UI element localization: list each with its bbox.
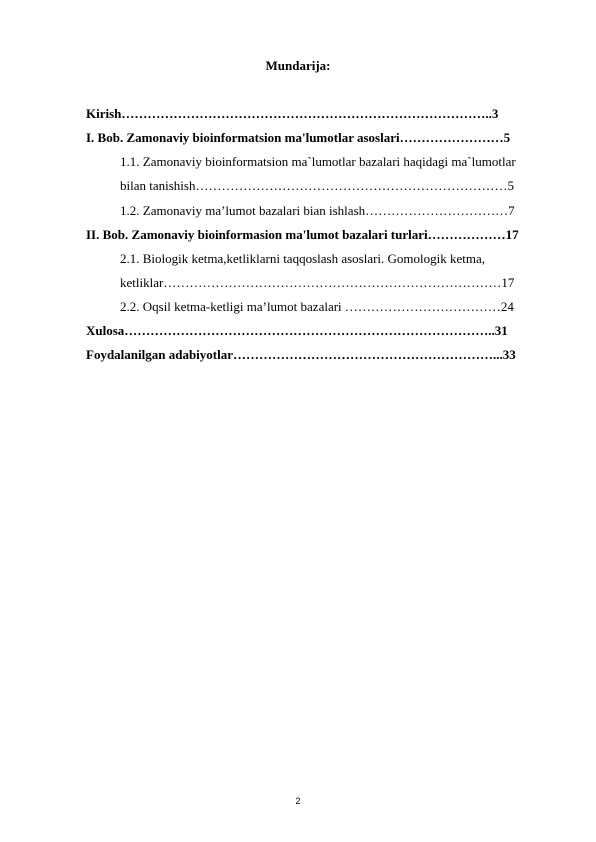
page-title: Mundarija: xyxy=(265,58,331,73)
toc-entry-section-1-1-cont: bilan tanishish………………………………………………………………5 xyxy=(120,178,514,193)
toc-entry-conclusion: Xulosa…………………………………………………………………………..31 xyxy=(86,323,508,338)
toc-entry-section-2-1-cont: ketliklar……………………………………………………………………17 xyxy=(120,275,515,290)
toc-entry-chapter-2: II. Bob. Zamonaviy bioinformasion ma'lumot bazalari turlari………………17 xyxy=(86,227,519,242)
toc-entry-section-1-1: 1.1. Zamonaviy bioinformatsion ma`lumotlar bazalari haqidagi ma`lumotlar xyxy=(120,154,516,169)
toc-entry-section-2-1: 2.1. Biologik ketma,ketliklarni taqqoslash asoslari. Gomologik ketma, xyxy=(120,251,486,266)
toc-entry-chapter-1: I. Bob. Zamonaviy bioinformatsion ma'lumotlar asoslari……………………5 xyxy=(86,130,511,145)
toc-entry-intro: Kirish…………………………………………………………………………..3 xyxy=(86,106,499,121)
toc-entry-section-2-2: 2.2. Oqsil ketma-ketligi ma’lumot bazalari ………………………………24 xyxy=(120,299,514,314)
page-number: 2 xyxy=(295,796,301,806)
toc-entry-section-1-2: 1.2. Zamonaviy ma’lumot bazalari bian ishlash……………………………7 xyxy=(120,203,515,218)
toc-entry-references: Foydalanilgan adabiyotlar……………………………………………………...33 xyxy=(86,347,516,362)
